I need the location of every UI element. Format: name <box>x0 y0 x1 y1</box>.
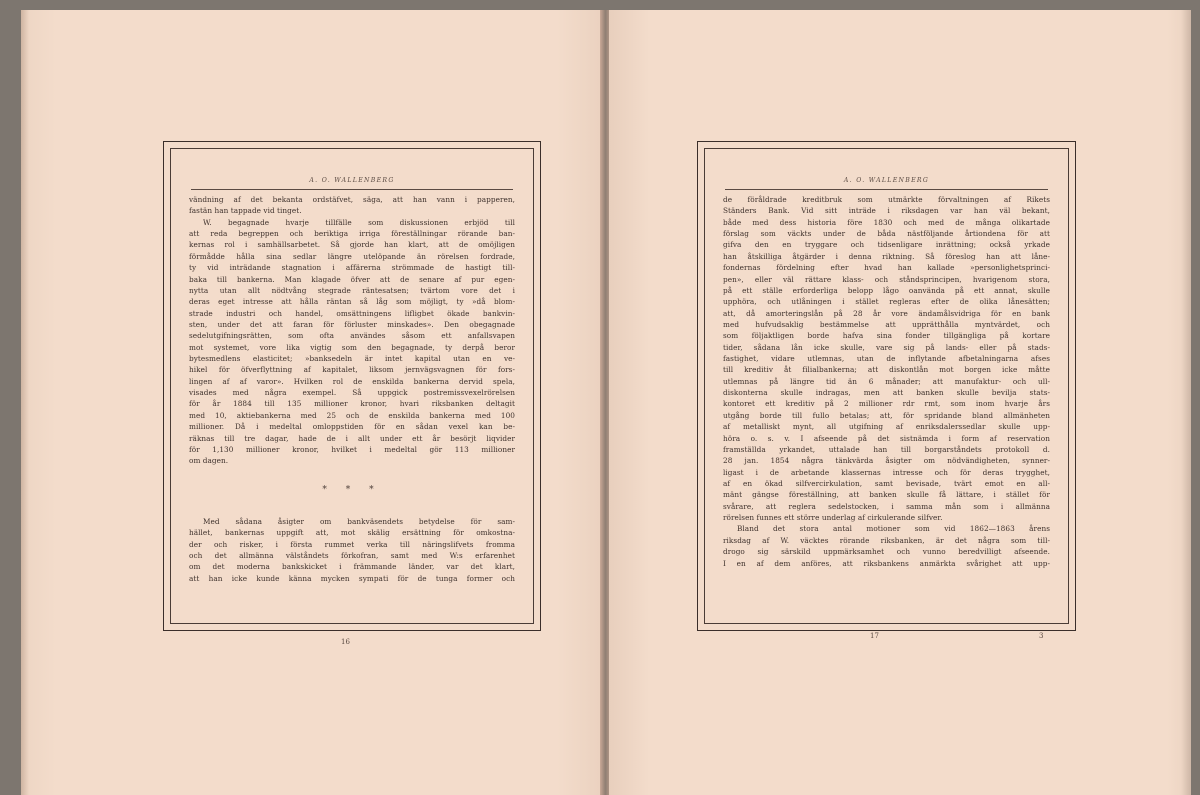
page-edge-shadow <box>21 10 29 795</box>
text-line: kontoret ett kreditiv på 2 millioner rdr rmt, som inom hvarje års <box>723 399 1050 409</box>
left-page <box>21 10 604 795</box>
page-edge-shadow <box>1181 10 1191 795</box>
text-line: mot systemet, vore lika vigtig som den begagnade, ty derpå beror <box>189 342 515 352</box>
text-line: diskonterna skulle indragas, men att banken skulle bevilja stats- <box>723 388 1050 398</box>
text-line: strade industri och handel, omsättningens lifligbet ökade bankvin- <box>189 308 515 318</box>
text-line: förslag som väckts under de båda nästföljande årtiondena för att <box>723 229 1050 239</box>
text-line: om dagen. <box>189 456 229 466</box>
right-text-frame <box>697 141 1076 631</box>
head-rule <box>191 189 513 190</box>
text-line: visades med några exempel. Så uppgick postremissvexelrörelsen <box>189 388 515 398</box>
text-line: till kreditiv åt filialbankerna; att diskontlån mot borgen icke måtte <box>723 365 1050 375</box>
text-line: sedelutgifningsrätten, som ofta användes såsom ett anfallsvapen <box>189 331 515 341</box>
text-line: pen», eller väl rättare klass- och ståndsprincipen, hvarigenom stora, <box>723 274 1050 284</box>
text-line: räknas till tre dagar, hade de i allt under ett år besörjt liqvider <box>189 433 515 443</box>
section-separator: * * * <box>322 485 382 495</box>
text-line: med 10, aktiebankerna med 25 och de enskilda bankerna med 100 <box>189 410 515 420</box>
text-line: kernas rol i samhällsarbetet. Så gjorde han klart, att de omöjligen <box>189 240 515 250</box>
text-line: de föråldrade kreditbruk som utmärkte förvaltningen af Rikets <box>723 195 1050 204</box>
text-line: att han icke kunde känna mycken sympati för de tunga former och <box>189 573 515 583</box>
text-line: Ständers Bank. Vid sitt inträde i riksdagen var han väl bekant, <box>723 206 1050 216</box>
running-head: A. O. WALLENBERG <box>843 177 930 184</box>
text-line: för 1,130 millioner kronor, hvilket i medeltal gör 113 millioner <box>189 444 515 454</box>
text-line: han åtskilliga åtgärder i denna riktning. Så föreslog han att låne- <box>723 251 1050 261</box>
text-line: lingen af af varor». Hvilken rol de enskilda bankerna dervid spela, <box>189 376 515 386</box>
text-line: ty vid inträdande stagnation i affärerna strömmade de hastigt till- <box>189 263 515 273</box>
text-line: att reda begreppen och beriktiga irriga föreställningar rörande ban- <box>189 229 515 239</box>
page-number: 17 <box>870 632 879 640</box>
text-line: nytta utan allt nödtvång stegrade räntesatsen; tvärtom vore det i <box>189 285 515 295</box>
body-text-paragraph-1 <box>189 194 515 467</box>
text-line: millioner. Då i medeltal omloppstiden för en sådan vexel kan be- <box>189 422 515 432</box>
text-line: bytesmedlens elasticitet; »banksedeln är intet kapital utan en ve- <box>189 354 515 364</box>
text-line: fondernas fördelning efter hvad han kallade »personlighetsprinci- <box>723 263 1050 273</box>
text-line: både med dess historia före 1830 och med de många olikartade <box>723 217 1050 227</box>
text-line: som följaktligen borde hafva sina fonder tillgängliga på kortare <box>723 331 1050 341</box>
page-number: 16 <box>341 638 350 646</box>
text-line: hället, bankernas uppgift att, mot skälig ersättning för omkostna- <box>189 528 515 538</box>
text-line: I en af dem anföres, att riksbankens anmärkta svårighet att upp- <box>723 558 1050 568</box>
body-text-paragraph-2 <box>189 516 515 584</box>
text-line: deras eget intresse att hålla räntan så låg som möjligt, ty »då blom- <box>189 297 515 307</box>
text-line: fastän han tappade vid tinget. <box>189 206 302 216</box>
text-line: och det allmänna välståndets förkofran, samt med W:s erfarenhet <box>189 551 515 561</box>
text-line: att, då amorteringslån på 28 år vore ändamålsvidriga för en bank <box>723 308 1050 318</box>
text-line: upphöra, och utlåningen i stället regleras efter de olika lånesätten; <box>723 297 1050 307</box>
text-line: på ett ställe erforderliga belopp lågo oanvända på ett annat, skulle <box>723 285 1050 295</box>
text-line: riksdag af W. väcktes rörande riksbanken, är det några som till- <box>723 535 1050 545</box>
text-line: af metalliskt mynt, all utgifning af enriksdalerssedlar skulle upp- <box>723 422 1050 432</box>
text-line: framställda yrkandet, uttalade han till borgarståndets protokoll d. <box>723 444 1050 454</box>
head-rule <box>725 189 1048 190</box>
text-line: förmådde hålla sina sedlar längre utelöpande än rörelsen fordrade, <box>189 251 515 261</box>
text-line: ligast i de arbetande klassernas intresse och för deras trygghet, <box>723 467 1050 477</box>
text-line: af en ökad silfvercirkulation, samt bevisade, tvärt emot en all- <box>723 478 1050 488</box>
text-line: med hufvudsaklig bestämmelse att upprätthålla myntvärdet, och <box>723 319 1050 329</box>
text-line: baka till bankerna. Man klagade öfver att de senare af pur egen- <box>189 274 515 284</box>
text-line: gifva den en tryggare och tidsenligare inrättning; också yrkade <box>723 240 1050 250</box>
text-line: W. begagnade hvarje tillfälle som diskussionen erbjöd till <box>203 217 515 227</box>
text-line: fastighet, vidare utlemnas, utan de inflytande afbetalningarna afses <box>723 354 1050 364</box>
text-line: rörelsen funnes ett större underlag af cirkulerande silfver. <box>723 513 943 523</box>
text-line: drogo sig särskild uppmärksamhet och vunno beredvilligt afseende. <box>723 547 1050 557</box>
text-line: om det moderna bankskicket i främmande länder, var det klart, <box>189 562 515 572</box>
text-line: svårare, att reglera sedelstocken, i samma mån som i allmänna <box>723 501 1050 511</box>
text-line: 28 jan. 1854 några tänkvärda åsigter om nödvändigheten, synner- <box>723 456 1050 466</box>
text-line: utlemnas på längre tid än 6 månader; att manufaktur- och ull- <box>723 376 1050 386</box>
text-line: tider, sådana lån icke skulle, vare sig på lands- eller på stads- <box>723 342 1050 352</box>
text-line: Med sådana åsigter om bankväsendets betydelse för sam- <box>203 517 515 526</box>
text-line: mänt gängse föreställning, att banken skulle få lättare, i stället för <box>723 490 1050 500</box>
text-line: höra o. s. v. I afseende på det sistnämda i form af reservation <box>723 433 1050 443</box>
text-line: utgång borde till fullo betalas; att, för spridande bland allmänheten <box>723 410 1050 420</box>
body-text <box>723 194 1050 569</box>
text-line: hikel för öfverflyttning af kapitalet, liksom jernvägsvagnen för fors- <box>189 365 515 375</box>
right-page <box>609 10 1191 795</box>
left-text-frame <box>163 141 541 631</box>
frame-inner-border <box>704 148 1069 624</box>
running-head: A. O. WALLENBERG <box>309 177 395 184</box>
text-line: sten, under det att faran för förluster minskades». Den obegagnade <box>189 319 515 329</box>
text-line: vändning af det bekanta ordstäfvet, säga, att han vann i papperen, <box>189 195 515 204</box>
text-line: Bland det stora antal motioner som vid 1862—1863 årens <box>737 524 1050 534</box>
text-line: der och risker, i första rummet verka till näringslifvets fromma <box>189 539 515 549</box>
frame-inner-border <box>170 148 534 624</box>
text-line: för år 1884 till 135 millioner kronor, hvari riksbanken deltagit <box>189 399 515 409</box>
signature-mark: 3 <box>1039 632 1044 640</box>
